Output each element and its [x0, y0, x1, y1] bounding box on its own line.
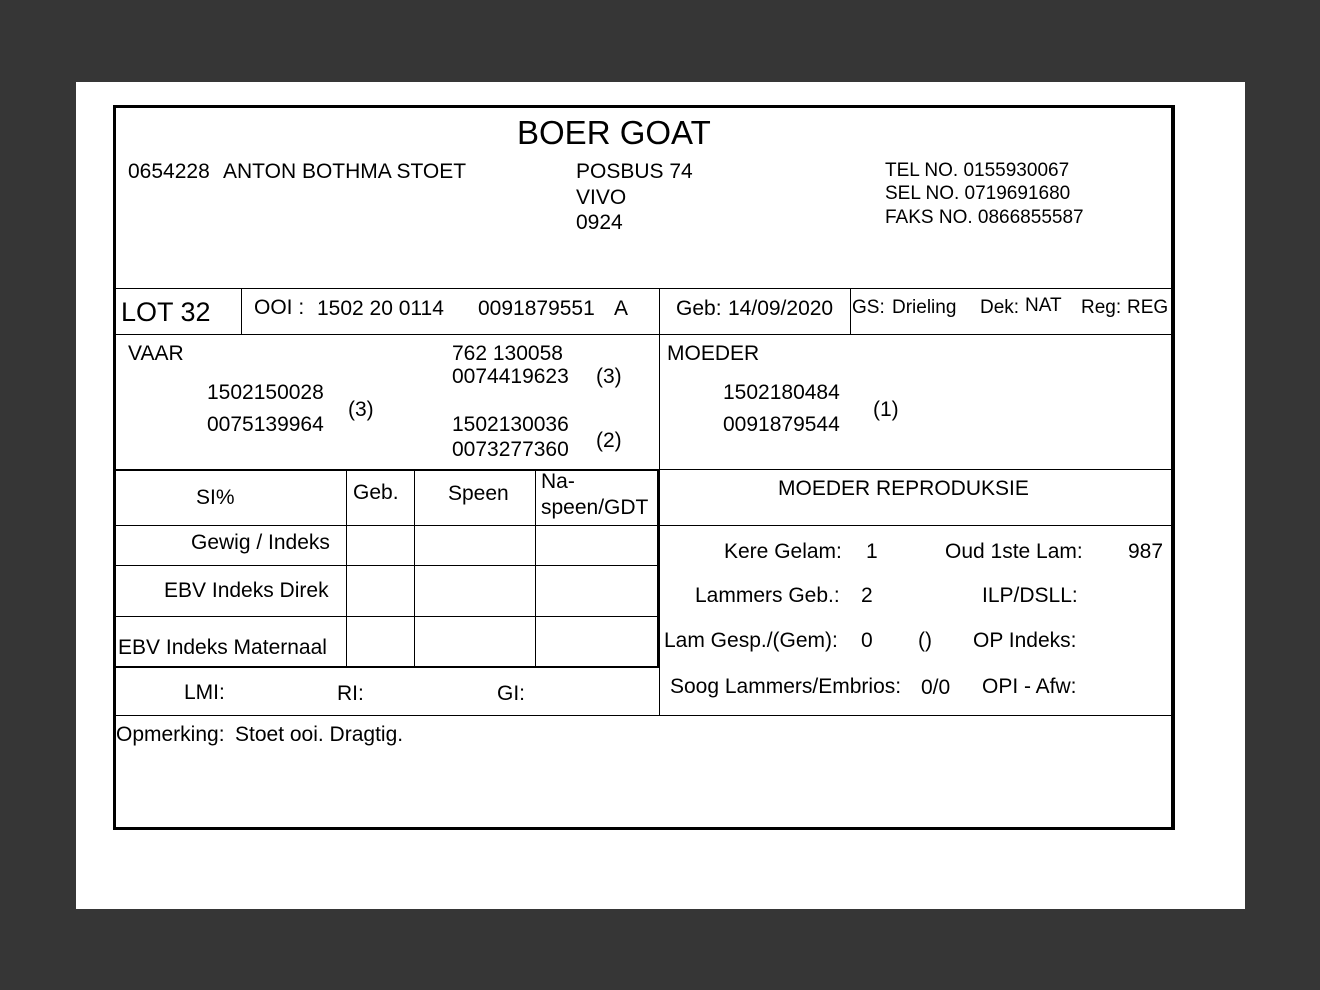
lammers-label: Lammers Geb.: [695, 584, 840, 607]
vaar-label: VAAR [128, 342, 184, 365]
gs-value: Drieling [892, 297, 957, 318]
divider-lot-cell [241, 289, 242, 334]
divider-col-geb [346, 470, 347, 667]
ri-label: RI: [337, 682, 364, 705]
soog-label: Soog Lammers/Embrios: [670, 675, 902, 698]
divider-row-2 [116, 616, 660, 617]
oud-label: Oud 1ste Lam: [945, 540, 1083, 563]
reg-label: Reg: [1081, 297, 1122, 318]
divider-geb-cell [850, 289, 851, 334]
row-gewig-indeks: Gewig / Indeks [191, 531, 330, 554]
remark-label: Opmerking: [116, 723, 225, 746]
sire-note: (3) [348, 398, 374, 421]
phone-number: TEL NO. 0155930067 [885, 160, 1070, 181]
geb-label: Geb: [676, 297, 722, 320]
moeder-label: MOEDER [667, 342, 760, 365]
breeder-number: 0654228 [128, 160, 210, 183]
lot-number: LOT 32 [121, 297, 211, 327]
op-indeks-label: OP Indeks: [973, 629, 1077, 652]
kere-gelam-label: Kere Gelam: [724, 540, 842, 563]
divider-pedigree-right [660, 469, 1172, 470]
dek-value: NAT [1025, 295, 1062, 316]
cell-number: SEL NO. 0719691680 [885, 183, 1071, 204]
gs-label: GS: [852, 297, 885, 318]
sire-dam-id: 1502130036 [452, 413, 569, 436]
address-line-1: POSBUS 74 [576, 160, 693, 183]
divider-col-naspeen [535, 470, 536, 667]
divider-index-right [657, 470, 659, 667]
stud-name: ANTON BOTHMA STOET [223, 160, 467, 183]
divider-row-1 [116, 565, 660, 566]
speen-header: Speen [448, 482, 509, 505]
oud-value: 987 [1128, 540, 1164, 563]
address-line-2: VIVO [576, 186, 627, 209]
dam-id: 1502180484 [723, 381, 840, 404]
divider-row-3 [116, 666, 660, 668]
na-header: Na- [541, 470, 575, 493]
dek-label: Dek: [980, 297, 1020, 318]
sire-reg: 0075139964 [207, 413, 324, 436]
kere-gelam-value: 1 [866, 540, 878, 563]
soog-value: 0/0 [921, 676, 951, 699]
birth-date: 14/09/2020 [728, 297, 834, 320]
geb-header: Geb. [353, 481, 399, 504]
divider-header [116, 288, 1172, 289]
ooi-label: OOI : [254, 296, 305, 319]
lmi-label: LMI: [184, 681, 225, 704]
sire-sire-reg: 0074419623 [452, 365, 569, 388]
divider-col-speen [414, 470, 415, 667]
gesp-paren: () [918, 629, 932, 652]
dam-reg: 0091879544 [723, 413, 840, 436]
gesp-value: 0 [861, 629, 873, 652]
lammers-value: 2 [861, 584, 873, 607]
reg-value: REG [1127, 297, 1169, 318]
divider-middle [659, 289, 660, 716]
address-line-3: 0924 [576, 211, 623, 234]
row-ebv-maternaal: EBV Indeks Maternaal [118, 636, 327, 659]
repro-title: MOEDER REPRODUKSIE [778, 477, 1029, 500]
divider-index-header [116, 525, 1172, 526]
row-ebv-direk: EBV Indeks Direk [164, 579, 329, 602]
divider-lot [116, 334, 1172, 335]
opi-label: OPI - Afw: [982, 675, 1077, 698]
ilp-label: ILP/DSLL: [982, 584, 1078, 607]
card-title: BOER GOAT [517, 114, 711, 151]
sire-dam-note: (2) [596, 429, 622, 452]
sire-id: 1502150028 [207, 381, 324, 404]
remark-text: Stoet ooi. Dragtig. [235, 723, 404, 746]
gi-label: GI: [497, 682, 526, 705]
ooi-id: 1502 20 0114 [317, 297, 444, 320]
sire-dam-reg: 0073277360 [452, 438, 569, 461]
ooi-reg: 0091879551 [478, 297, 595, 320]
sire-sire-note: (3) [596, 365, 622, 388]
divider-remark [116, 715, 1172, 716]
gesp-label: Lam Gesp./(Gem): [664, 629, 838, 652]
naspeen-header: speen/GDT [541, 496, 649, 519]
si-header: SI% [196, 486, 235, 509]
dam-note: (1) [873, 398, 899, 421]
ooi-grade: A [614, 297, 629, 320]
fax-number: FAKS NO. 0866855587 [885, 207, 1084, 228]
divider-pedigree-left [116, 469, 660, 471]
sire-sire-id: 762 130058 [452, 342, 563, 365]
